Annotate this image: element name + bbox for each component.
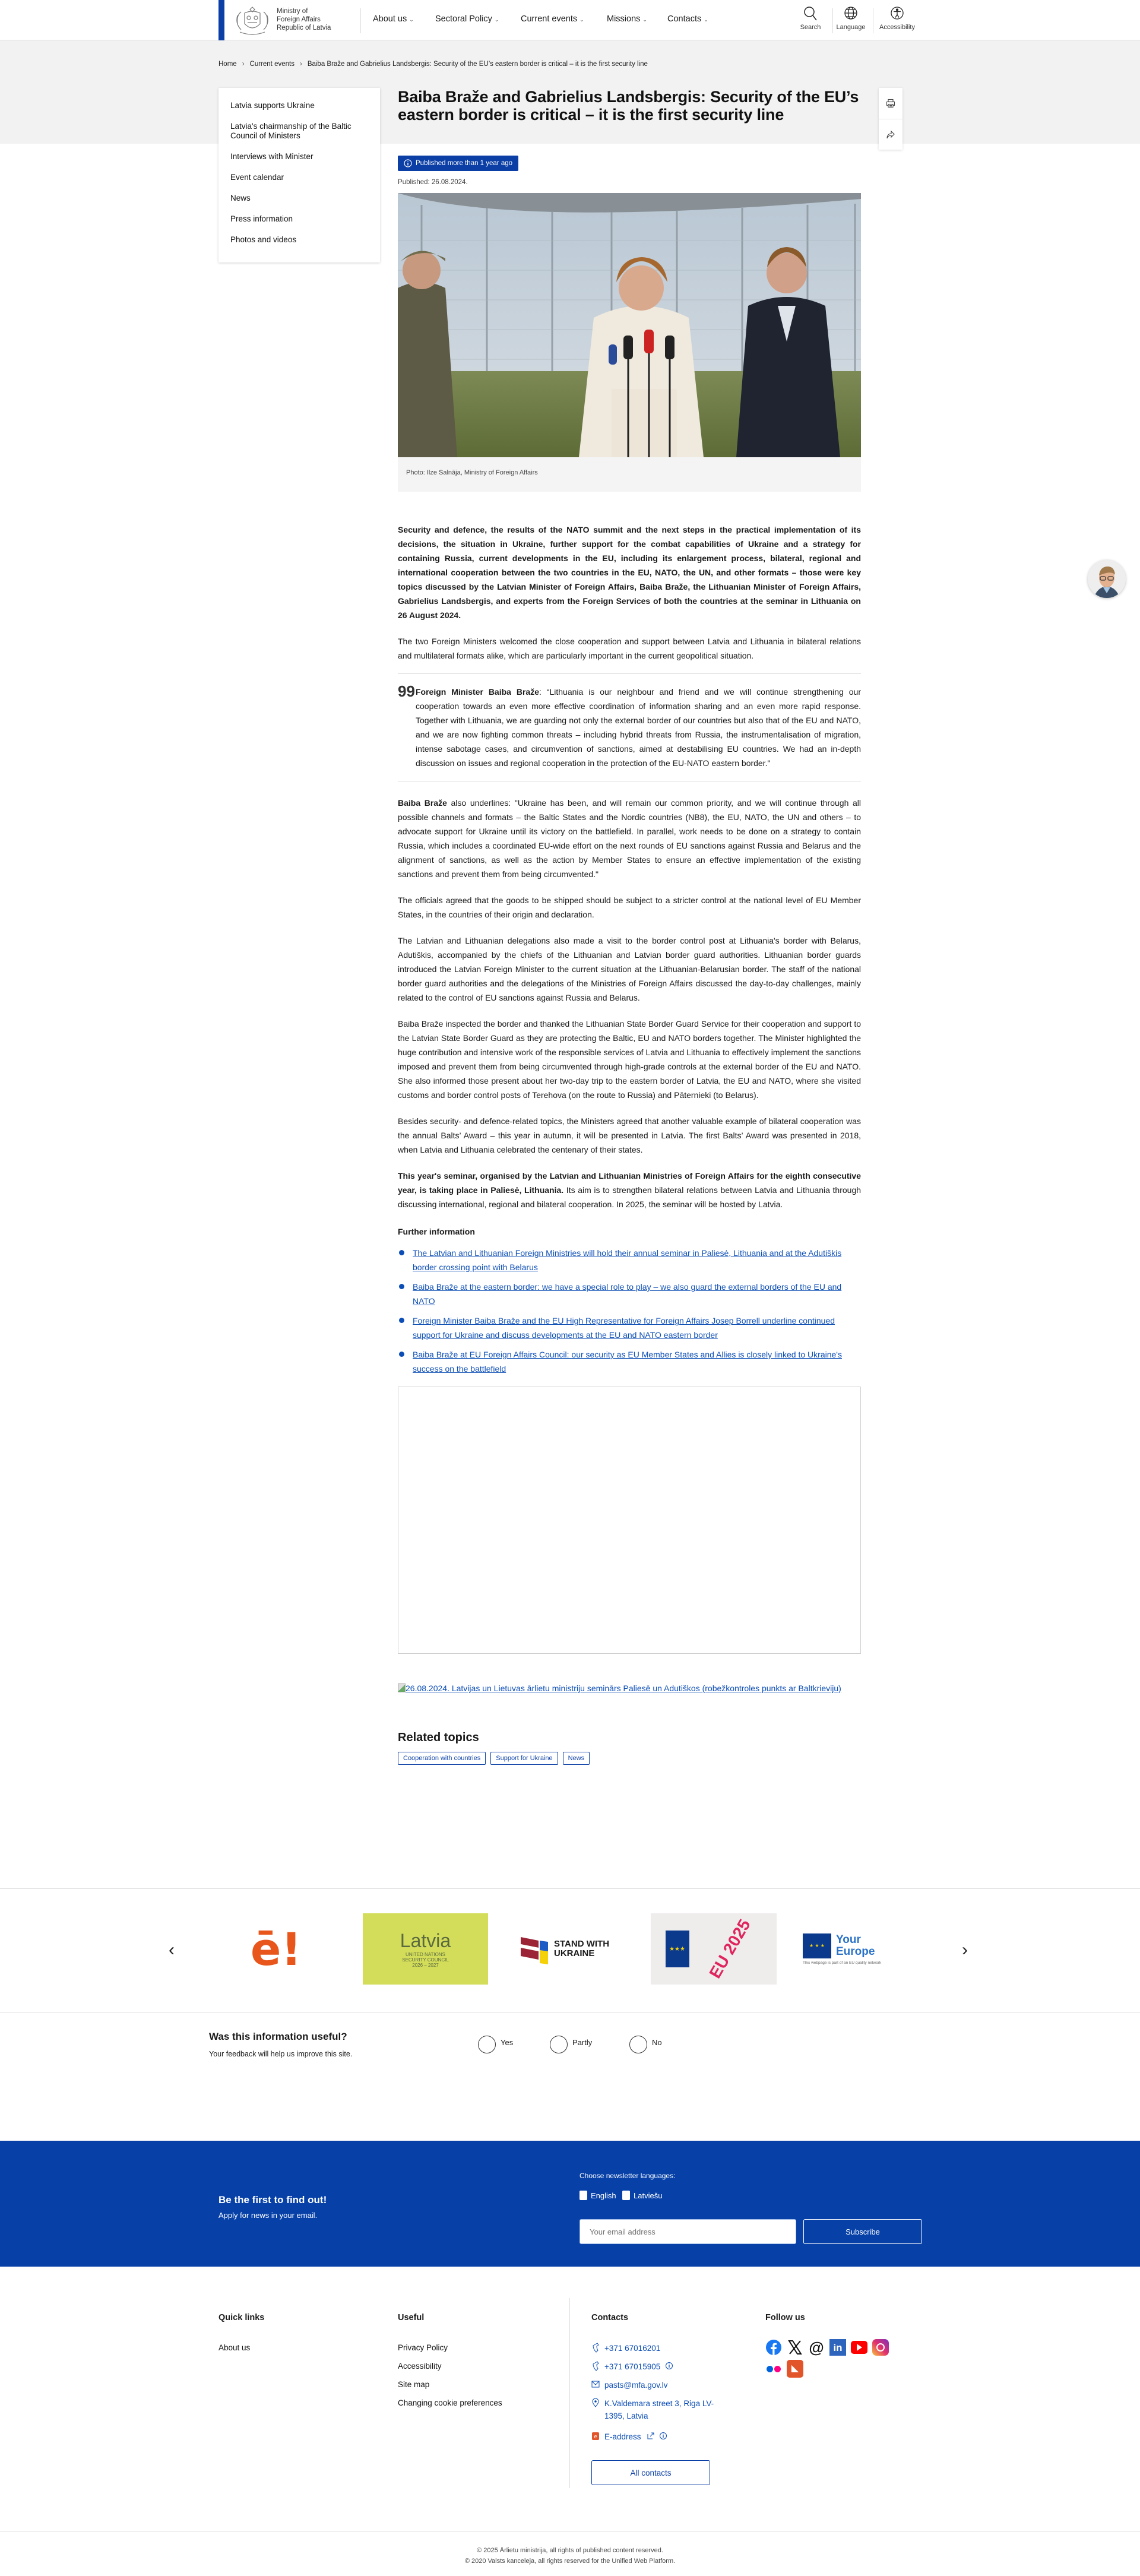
paragraph-text: Its aim is to strengthen bilateral relations between Latvia and Lithuania through discussing international, regional and bilateral cooperation. In 2025, the seminar will be hosted by Latvia. [398, 1185, 862, 1209]
site-header [0, 0, 1140, 40]
partner-logo-carousel [0, 1913, 1140, 1985]
contact-phone-1[interactable] [591, 2342, 660, 2355]
broken-image-icon [398, 1683, 406, 1692]
article-photo[interactable] [398, 193, 861, 457]
published-date: Published: 26.08.2024. [398, 179, 468, 186]
sidebar-item-event-calendar[interactable]: Event calendar [230, 173, 284, 182]
bold-text: This year's seminar, organised by the Latvian and Lithuanian Ministries of Foreign Affairs for the eighth consecutive year, is taking place in Paliesė, Lithuania. [398, 1171, 861, 1195]
language-button[interactable] [832, 6, 869, 31]
flickr-icon[interactable] [765, 2360, 783, 2378]
article-lead: Security and defence, the results of the NATO summit and the next steps in the practical implementation of its decisions, the situation in Ukraine, further support for the combat capabilities of Ukraine and a strategy for containing Russia, current developments in the EU, including its enlargement process, bilateral, regional and international cooperation between the two countries in the EU, NATO, the UN, and other formats – those were key topics discussed by the Latvian Minister of Foreign Affairs, Baiba Braže, the Lithuanian Minister of Foreign Affairs, Gabrielius Landsbergis, and experts from the Foreign Services of both the countries at the seminar in Lithuania on 26 August 2024. [398, 525, 861, 620]
radio-circle [550, 2036, 568, 2053]
nav-label: Contacts [667, 14, 702, 24]
logo-text: STAND WITH UKRAINE [554, 1939, 610, 1958]
quote-text: : “Lithuania is our neighbour and friend and we will continue strengthening our cooperation towards an even more effective coordination of information sharing and an even more rapid response. Together with Lithuania, we are guarding not only the external border of our countries but also that of the EU and NATO, and we are now fighting common threats – including hybrid threats from Russia, the instrumentalisation of migration, intense sabotage cases, and circumvention of sanctions, aimed at destabilising EU countries. We had an in-depth discussion on issues and regional cooperation in the protection of the EU-NATO eastern border." [416, 687, 861, 768]
useful-heading: Useful [398, 2313, 425, 2322]
chevron-down-icon: ⌄ [494, 17, 499, 23]
section-sidebar [218, 88, 380, 262]
newsletter-email-input[interactable] [580, 2219, 796, 2244]
feedback-partly-radio[interactable] [550, 2036, 592, 2053]
logo-line: Ministry of [277, 8, 308, 15]
radio-label: Partly [572, 2038, 593, 2047]
logo-subtext: This webpage is part of an EU quality network [803, 1960, 882, 1965]
rss-icon[interactable]: ◣ [786, 2360, 804, 2378]
globe-icon [844, 6, 858, 21]
feedback-yes-radio[interactable] [478, 2036, 513, 2053]
bullet-icon [399, 1284, 404, 1289]
embedded-frame[interactable] [398, 1387, 861, 1654]
info-icon[interactable] [665, 2360, 673, 2371]
logo-text: Your Europe [836, 1933, 875, 1958]
address-text: K.Valdemara street 3, Riga LV-1395, Latvia [604, 2399, 714, 2420]
copyright-line: © 2020 Valsts kanceleja, all rights reserved for the Unified Web Platform. [464, 2558, 676, 2565]
further-link[interactable]: The Latvian and Lithuanian Foreign Ministries will hold their annual seminar in Paliesė, Lithuania and at the Adutiškis border crossing point with Belarus [413, 1248, 842, 1272]
e-address-icon [591, 2431, 600, 2441]
email-text: pasts@mfa.gov.lv [604, 2381, 668, 2390]
bullet-icon [399, 1318, 404, 1323]
phone-icon [591, 2342, 600, 2353]
search-label: Search [800, 24, 821, 31]
social-links [765, 2338, 901, 2378]
envelope-icon [591, 2379, 600, 2390]
sidebar-item-interviews[interactable]: Interviews with Minister [230, 152, 314, 161]
feedback-subtitle: Your feedback will help us improve this site. [209, 2050, 353, 2058]
further-link[interactable]: Baiba Braže at EU Foreign Affairs Council: our security as EU Member States and Allies is closely linked to Ukraine's success on the battlefield [413, 1350, 842, 1374]
share-button[interactable] [879, 119, 902, 150]
search-icon [803, 6, 818, 21]
list-item [398, 1246, 861, 1274]
newsletter-title: Be the first to find out! [218, 2194, 327, 2205]
logo-latvia-unsc[interactable] [363, 1913, 488, 1985]
all-contacts-button[interactable]: All contacts [591, 2460, 710, 2485]
svg-text:e: e [594, 2434, 597, 2440]
checkbox-box [622, 2191, 630, 2200]
chevron-down-icon: ⌄ [642, 17, 647, 23]
logo-line: Republic of Latvia [277, 24, 331, 31]
tag-support-for-ukraine[interactable]: Support for Ukraine [490, 1752, 558, 1765]
breadcrumb-separator-icon: › [299, 61, 302, 68]
further-information-heading: Further information [398, 1227, 475, 1236]
radio-label: Yes [501, 2038, 514, 2047]
article-paragraph: The officials agreed that the goods to be shipped should be subject to a stricter control at the national level of EU Member States, in the countries of their origin and declaration. [398, 895, 861, 919]
eu-flag-icon: ★★★ [666, 1931, 689, 1967]
feedback-title: Was this information useful? [209, 2031, 347, 2042]
gallery-link[interactable] [398, 1681, 861, 1695]
newsletter-section [0, 2141, 1140, 2267]
tag-cooperation-with-countries[interactable]: Cooperation with countries [398, 1752, 486, 1765]
article-paragraph [398, 796, 861, 881]
contact-e-address[interactable] [591, 2431, 667, 2443]
published-age-badge [398, 156, 518, 171]
contacts-heading: Contacts [591, 2313, 629, 2322]
further-link[interactable]: Baiba Braže at the eastern border: we have a special role to play – we also guard the external borders of the EU and NATO [413, 1282, 842, 1306]
bullet-icon [399, 1250, 404, 1255]
article-figure [398, 193, 861, 492]
logo-e-address[interactable] [243, 1913, 309, 1985]
phone-icon [591, 2360, 600, 2371]
radio-circle [478, 2036, 496, 2053]
related-topics-tags [398, 1752, 861, 1765]
logo-your-europe[interactable] [803, 1913, 916, 1985]
coat-of-arms-logo[interactable] [232, 4, 273, 37]
nav-contacts[interactable] [667, 14, 708, 24]
share-icon [886, 130, 895, 140]
article-paragraph: The two Foreign Ministers welcomed the close cooperation and support between Latvia and Lithuania in bilateral relations and multilateral formats alike, which are particularly important in the current geopolitical situation. [398, 637, 861, 660]
brand-strip [218, 0, 224, 40]
sidebar-item-press-information[interactable]: Press information [230, 214, 293, 223]
footer-link-accessibility[interactable]: Accessibility [398, 2362, 442, 2371]
eu-flag-icon: ★ ★ ★ [803, 1933, 831, 1958]
chatbot-avatar-button[interactable] [1088, 560, 1126, 598]
gallery-link-text[interactable]: 26.08.2024. Latvijas un Lietuvas ārlietu ministriju seminārs Paliesē un Adutiškos (robežkontroles punkts ar Baltkrieviju) [406, 1683, 841, 1693]
divider [398, 673, 861, 674]
logo-text: Latvia [400, 1930, 451, 1951]
follow-us-heading: Follow us [765, 2313, 805, 2322]
contact-address[interactable] [591, 2397, 716, 2422]
article [398, 156, 861, 1765]
page-title: Baiba Braže and Gabrielius Landsbergis: Security of the EU’s eastern border is critical – it is the first security line [398, 88, 859, 124]
sidebar-item-photos-videos[interactable]: Photos and videos [230, 235, 297, 244]
sidebar-item-news[interactable]: News [230, 194, 251, 202]
breadcrumb-current-events[interactable]: Current events [249, 61, 294, 68]
newsletter-language-label: Choose newsletter languages: [580, 2172, 676, 2180]
checkbox-label: English [591, 2191, 616, 2200]
article-paragraph: The Latvian and Lithuanian delegations also made a visit to the border control post at Lithuania's border with Belarus, Adutiškis, accompanied by the chiefs of the Lithuanian and Latvian border guard authorities. Lithuanian border guards introduced the Latvian Foreign Minister to the current situation at the Lithuanian-Belarusian border. The staff of the national border guard authorities and the delegations of the Ministries of Foreign Affairs discussed the day-to-day challenges, mainly related to the control of EU sanctions against Russia and Belarus. [398, 936, 861, 1002]
youtube-icon[interactable] [850, 2338, 868, 2356]
paragraph-text: also underlines: "Ukraine has been, and will remain our common priority, and we will continue through all possible channels and formats – the Baltic States and the Nordic countries (NB8), the EU, NATO, the UN and others – to advocate support for Ukraine until its victory on the battlefield. In parallel, work needs to be done on a strategy to contain Russia, which includes a coordinated EU-wide effort on the next rounds of EU sanctions against Russia and Belarus and the alignment of sanctions, as well as the action by Member States to ensure an effective implementation of the existing sanctions and prevent them from being circumvented." [398, 798, 861, 879]
contact-phone-2[interactable] [591, 2360, 673, 2373]
nav-label: Current events [521, 14, 578, 24]
assistant-avatar-icon [1088, 560, 1126, 598]
print-button[interactable] [879, 88, 902, 119]
divider [0, 1888, 1140, 1889]
checkbox-box [580, 2191, 587, 2200]
info-icon[interactable] [659, 2431, 667, 2441]
article-paragraph [398, 1169, 861, 1211]
footer-link-about-us[interactable]: About us [218, 2343, 251, 2352]
newsletter-english-checkbox[interactable] [580, 2191, 616, 2200]
quote-speaker: Foreign Minister Baiba Braže [416, 687, 539, 697]
article-paragraph: Besides security- and defence-related topics, the Ministers agreed that another valuable example of bilateral cooperation was the annual Balts’ Award – this year in autumn, it will be presented in Latvia. The first Balts’ Award was presented in 2018, when Latvia and Lithuania celebrated the centenary of their states. [398, 1116, 861, 1154]
chevron-down-icon: ⌄ [704, 17, 708, 23]
e-address-text: E-address [604, 2432, 641, 2441]
instagram-icon[interactable] [872, 2338, 889, 2356]
newsletter-subtitle: Apply for news in your email. [218, 2211, 318, 2220]
divider [569, 2298, 570, 2488]
newsletter-latviesu-checkbox[interactable] [622, 2191, 662, 2200]
breadcrumb [218, 61, 648, 68]
page-tools [879, 88, 902, 150]
breadcrumb-home[interactable]: Home [218, 61, 237, 68]
printer-icon [886, 99, 895, 108]
article-paragraph: Baiba Braže inspected the border and thanked the Lithuanian State Border Guard Service for their cooperation and support to the Latvian State Border Guard as they are protecting the Baltic, EU and NATO borders together. The Minister highlighted the huge contribution and intensive work of the responsible services of Latvia and Lithuania to effectively implement the sanctions imposed and prevent them from being circumvented through high-grade controls at the external border of the EU and NATO. She also informed those present about her two-day trip to the eastern border of Latvia, the EU and NATO, where she visited customs and border control posts of Terehova (on the route to Russia) and Pāternieki (to Belarus). [398, 1019, 861, 1100]
location-pin-icon [591, 2397, 600, 2408]
logo-stand-with-ukraine[interactable] [520, 1913, 623, 1985]
chevron-down-icon: ⌄ [409, 17, 414, 23]
footer-link-cookie-preferences[interactable]: Changing cookie preferences [398, 2398, 502, 2407]
copyright [0, 2545, 1140, 2566]
info-icon [404, 159, 412, 167]
further-link[interactable]: Foreign Minister Baiba Braže and the EU High Representative for Foreign Affairs Josep Borrell underline continued support for Ukraine and discuss developments at the EU and NATO eastern border [413, 1316, 835, 1340]
external-link-icon [646, 2431, 654, 2441]
copyright-line: © 2025 Ārlietu ministrija, all rights of published content reserved. [477, 2547, 663, 2554]
carousel-prev-button[interactable]: ‹ [169, 1940, 175, 1960]
radio-label: No [652, 2038, 662, 2047]
footer-link-site-map[interactable]: Site map [398, 2380, 430, 2389]
bold-text: Baiba Braže [398, 798, 447, 808]
accessibility-label: Accessibility [879, 24, 915, 31]
sidebar-item-baltic-council-chairmanship[interactable]: Latvia's chairmanship of the Baltic Council of Ministers [230, 122, 352, 140]
language-label: Language [836, 24, 866, 31]
list-item [398, 1280, 861, 1308]
feedback-no-radio[interactable] [629, 2036, 662, 2053]
list-item [398, 1314, 861, 1342]
subscribe-button[interactable]: Subscribe [803, 2219, 922, 2244]
logo-eu-presidency[interactable] [651, 1913, 777, 1985]
divider [360, 8, 361, 33]
quote-icon: 99 [398, 682, 415, 700]
footer-link-privacy-policy[interactable]: Privacy Policy [398, 2343, 448, 2352]
related-topics-heading: Related topics [398, 1731, 479, 1744]
nav-missions[interactable] [607, 14, 647, 24]
nav-label: Missions [607, 14, 641, 24]
ministry-name [277, 7, 331, 32]
nav-label: Sectoral Policy [435, 14, 492, 24]
photo-caption: Photo: Ilze Salnāja, Ministry of Foreign Affairs [398, 457, 861, 492]
further-information-list [398, 1246, 861, 1376]
linkedin-icon[interactable]: in [829, 2338, 847, 2356]
nav-current-events[interactable] [521, 14, 584, 24]
breadcrumb-current-page: Baiba Braže and Gabrielius Landsbergis: Security of the EU’s eastern border is critical – it is the first security line [307, 61, 648, 68]
tag-news[interactable]: News [563, 1752, 590, 1765]
checkbox-label: Latviešu [634, 2191, 663, 2200]
nav-about-us[interactable] [373, 14, 414, 24]
search-button[interactable] [792, 6, 829, 31]
x-twitter-icon[interactable] [786, 2338, 804, 2356]
bullet-icon [399, 1352, 404, 1357]
sidebar-item-latvia-supports-ukraine[interactable]: Latvia supports Ukraine [230, 101, 315, 110]
article-quote [398, 682, 861, 770]
e-logo-mark: ē! [250, 1922, 302, 1976]
breadcrumb-separator-icon: › [242, 61, 245, 68]
accessibility-icon [890, 6, 904, 21]
radio-circle [629, 2036, 647, 2053]
carousel-next-button[interactable]: › [962, 1940, 968, 1960]
phone-text: +371 67015905 [604, 2362, 661, 2371]
contact-email[interactable] [591, 2379, 668, 2391]
chevron-down-icon: ⌄ [580, 17, 584, 23]
list-item [398, 1347, 861, 1376]
logo-line: Foreign Affairs [277, 16, 321, 23]
logo-subtext: UNITED NATIONS SECURITY COUNCIL 2026 – 2027 [402, 1952, 449, 1968]
badge-text: Published more than 1 year ago [416, 160, 513, 167]
nav-sectoral-policy[interactable] [435, 14, 499, 24]
nav-label: About us [373, 14, 407, 24]
latvia-ukraine-flag-icon [520, 1932, 550, 1966]
logo-text: EU 2025 [705, 1916, 754, 1982]
threads-icon[interactable]: @ [809, 2338, 824, 2356]
accessibility-button[interactable] [876, 6, 918, 31]
facebook-icon[interactable] [765, 2338, 783, 2356]
quick-links-heading: Quick links [218, 2313, 265, 2322]
phone-text: +371 67016201 [604, 2344, 661, 2353]
